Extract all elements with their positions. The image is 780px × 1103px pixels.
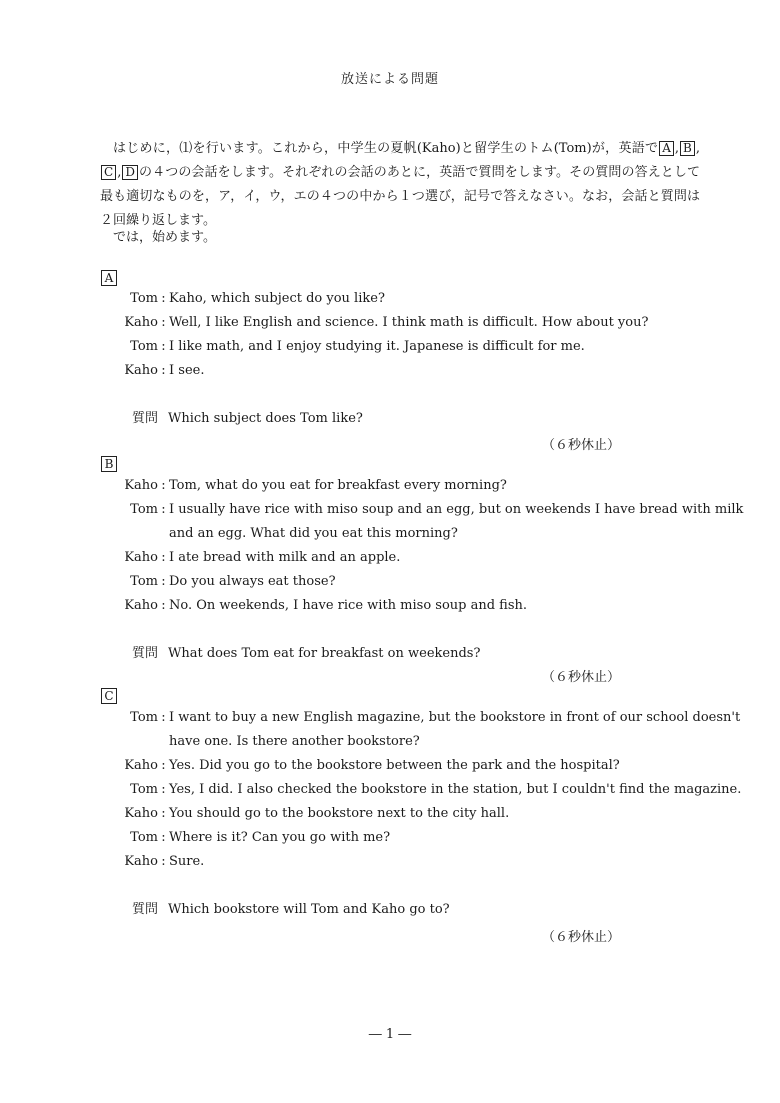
dialogue-text: I want to buy a new English magazine, but the bookstore in front of our school doesn't [169, 710, 741, 725]
question-text: Which subject does Tom like? [168, 411, 363, 426]
speaker-colon: : [161, 315, 166, 330]
pause-note: （６秒休止） [541, 930, 620, 945]
dialogue-text: Sure. [169, 854, 205, 869]
dialogue-text: I like math, and I enjoy studying it. Japanese is difficult for me. [169, 339, 585, 354]
conversation-label-c: C [101, 165, 116, 180]
speaker-colon: : [161, 502, 166, 517]
intro-text-2: の４つの会話をします。それぞれの会話のあとに，英語で質問をします。その質問の答えとして最も適切なものを，ア，イ，ウ，エの４つの中から１つ選び，記号で答えなさい。なお，会話と質問は２回繰り返します。 [100, 165, 700, 228]
section-label-b: B [101, 456, 117, 472]
dialogue-text: No. On weekends, I have rice with miso soup and fish. [169, 598, 528, 613]
speaker-colon: : [161, 339, 166, 354]
speaker-colon: : [161, 363, 166, 378]
pause-note: （６秒休止） [541, 438, 620, 453]
speaker-colon: : [161, 598, 166, 613]
speaker-name: Tom [130, 502, 158, 517]
dialogue-line [98, 289, 698, 309]
dialogue-line [98, 780, 742, 800]
speaker-colon: : [161, 782, 166, 797]
dialogue-line [98, 828, 698, 848]
section-label-c: C [101, 688, 117, 704]
dialogue-text: Kaho, which subject do you like? [169, 291, 385, 306]
dialogue-line [98, 596, 698, 616]
speaker-name: Tom [130, 710, 158, 725]
dialogue-text: Yes, I did. I also checked the bookstore in the station, but I couldn't find the magazine. [169, 782, 742, 797]
speaker-colon: : [161, 854, 166, 869]
dialogue-line [98, 500, 744, 520]
speaker-colon: : [161, 574, 166, 589]
question-label: 質問 [132, 646, 159, 661]
speaker-colon: : [161, 478, 166, 493]
dialogue-text: Yes. Did you go to the bookstore between the park and the hospital? [169, 758, 620, 773]
intro-separator: , [674, 141, 680, 156]
question-text: What does Tom eat for breakfast on weekends? [168, 646, 481, 661]
dialogue-line [98, 756, 698, 776]
conversation-label-b: B [680, 141, 695, 156]
dialogue-line [98, 804, 698, 824]
dialogue-text: Do you always eat those? [169, 574, 336, 589]
dialogue-line [98, 708, 741, 728]
dialogue-continuation: have one. Is there another bookstore? [169, 734, 420, 749]
speaker-name: Kaho [124, 315, 158, 330]
question-text: Which bookstore will Tom and Kaho go to? [168, 902, 450, 917]
speaker-name: Tom [130, 782, 158, 797]
intro-text-1: はじめに，⑴を行います。これから，中学生の夏帆(Kaho)と留学生のトム(Tom)が，英語で [113, 141, 659, 156]
speaker-name: Kaho [124, 550, 158, 565]
dialogue-line [98, 313, 698, 333]
dialogue-line [98, 337, 698, 357]
dialogue-text: I usually have rice with miso soup and an egg, but on weekends I have bread with milk [169, 502, 744, 517]
dialogue-text: Well, I like English and science. I think math is difficult. How about you? [169, 315, 649, 330]
question-line [132, 900, 450, 920]
conversation-label-a: A [659, 141, 674, 156]
speaker-name: Tom [130, 574, 158, 589]
instructions-paragraph [100, 137, 700, 233]
speaker-name: Kaho [124, 854, 158, 869]
intro-separator: , [695, 141, 700, 156]
pause-note: （６秒休止） [541, 670, 620, 685]
question-line [132, 644, 480, 664]
speaker-name: Kaho [124, 598, 158, 613]
speaker-colon: : [161, 830, 166, 845]
dialogue-text: Where is it? Can you go with me? [169, 830, 391, 845]
question-label: 質問 [132, 902, 159, 917]
speaker-name: Kaho [124, 478, 158, 493]
speaker-name: Kaho [124, 758, 158, 773]
intro-separator: , [117, 165, 122, 180]
question-label: 質問 [132, 411, 159, 426]
speaker-name: Kaho [124, 806, 158, 821]
speaker-colon: : [161, 710, 166, 725]
dialogue-line [98, 852, 698, 872]
speaker-name: Tom [130, 830, 158, 845]
dialogue-text: I see. [169, 363, 205, 378]
dialogue-line [98, 476, 698, 496]
conversation-label-d: D [122, 165, 138, 180]
page-number: ― 1 ― [368, 1027, 412, 1042]
speaker-name: Tom [130, 291, 158, 306]
page-title: 放送による問題 [340, 72, 439, 87]
speaker-colon: : [161, 291, 166, 306]
dialogue-line [98, 361, 698, 381]
speaker-name: Tom [130, 339, 158, 354]
dialogue-line [98, 572, 698, 592]
speaker-name: Kaho [124, 363, 158, 378]
dialogue-text: You should go to the bookstore next to the city hall. [169, 806, 510, 821]
speaker-colon: : [161, 806, 166, 821]
dialogue-text: Tom, what do you eat for breakfast every morning? [169, 478, 507, 493]
speaker-colon: : [161, 758, 166, 773]
question-line [132, 409, 363, 429]
dialogue-line [98, 548, 698, 568]
start-announcement: では，始めます。 [113, 230, 216, 245]
dialogue-text: I ate bread with milk and an apple. [169, 550, 401, 565]
section-label-a: A [101, 270, 117, 286]
speaker-colon: : [161, 550, 166, 565]
dialogue-continuation: and an egg. What did you eat this morning? [169, 526, 458, 541]
